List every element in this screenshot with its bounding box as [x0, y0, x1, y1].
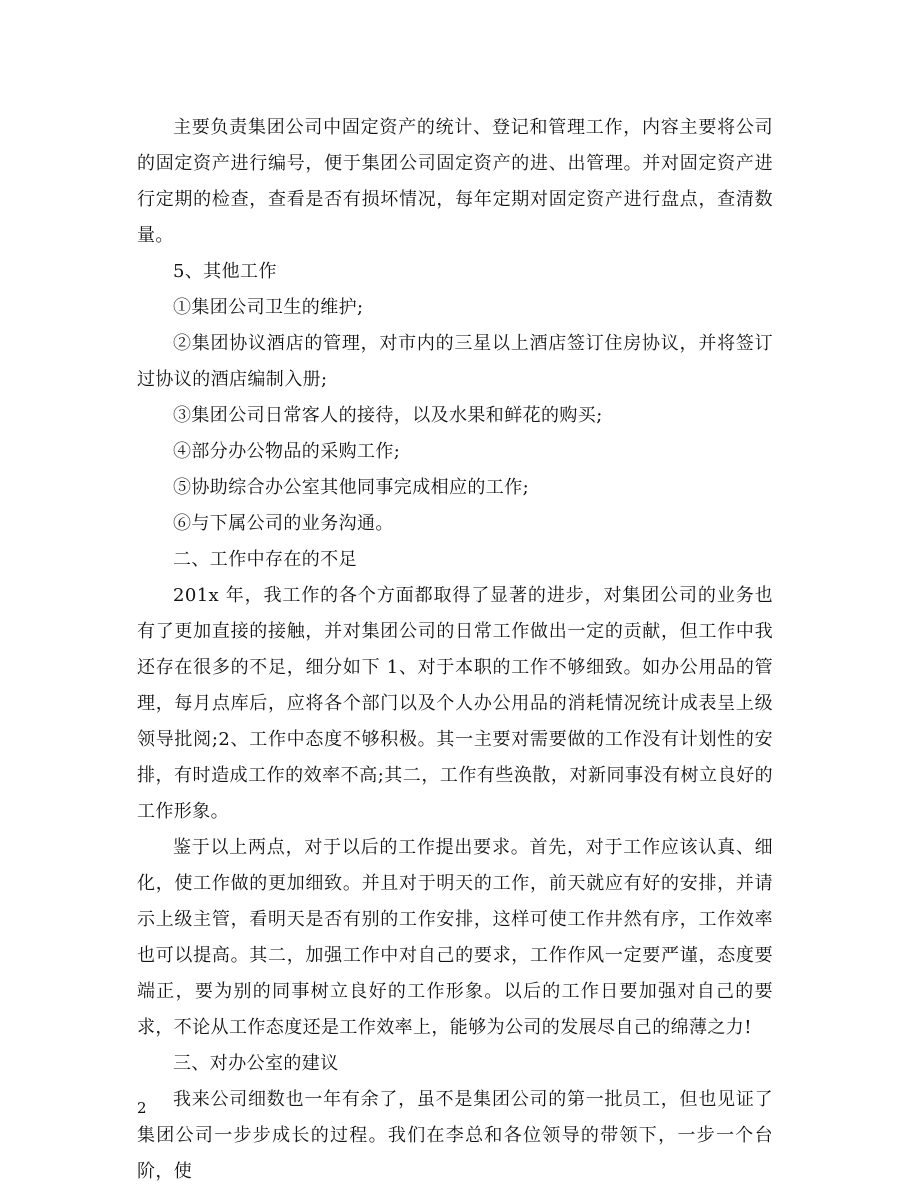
paragraph-fixed-assets: 主要负责集团公司中固定资产的统计、登记和管理工作，内容主要将公司的固定资产进行编号，便于集团公司固定资产的进、出管理。并对固定资产进行定期的检查，查看是否有损坏情况，每年定期对固定资产进行盘点，查清数量。	[137, 117, 773, 246]
document-body	[137, 110, 773, 1190]
list-item-4: ④部分办公物品的采购工作;	[173, 441, 401, 462]
list-item-3: ③集团公司日常客人的接待，以及水果和鲜花的购买;	[173, 405, 603, 426]
paragraph-suggestions: 我来公司细数也一年有余了，虽不是集团公司的第一批员工，但也见证了集团公司一步步成长的过程。我们在李总和各位领导的带领下，一步一个台阶，使	[137, 1089, 773, 1182]
page-number: 2	[137, 1099, 147, 1117]
list-item-6: ⑥与下属公司的业务沟通。	[173, 513, 394, 534]
heading-shortcomings: 二、工作中存在的不足	[173, 549, 357, 570]
paragraph-shortcomings: 201x 年，我工作的各个方面都取得了显著的进步，对集团公司的业务也有了更加直接的接触，并对集团公司的日常工作做出一定的贡献，但工作中我还存在很多的不足，细分如下 1、对于本职的工作不够细致。如办公用品的管理，每月点库后，应将各个部门以及个人办公用品的消耗情况统计成表呈上级领导批阅;2、工作中态度不够积极。其一主要对需要做的工作没有计划性的安排，有时造成工作的效率不高;其二，工作有些涣散，对新同事没有树立良好的工作形象。	[137, 585, 773, 822]
list-item-1: ①集团公司卫生的维护;	[173, 297, 364, 318]
list-item-2: ②集团协议酒店的管理，对市内的三星以上酒店签订住房协议，并将签订过协议的酒店编制入册;	[137, 333, 773, 390]
list-item-5: ⑤协助综合办公室其他同事完成相应的工作;	[173, 477, 530, 498]
heading-other-work: 5、其他工作	[173, 261, 277, 282]
heading-suggestions: 三、对办公室的建议	[173, 1053, 339, 1074]
paragraph-requirements: 鉴于以上两点，对于以后的工作提出要求。首先，对于工作应该认真、细化，使工作做的更加细致。并且对于明天的工作，前天就应有好的安排，并请示上级主管，看明天是否有别的工作安排，这样可使工作井然有序，工作效率也可以提高。其二，加强工作中对自己的要求，工作作风一定要严谨，态度要端正，要为别的同事树立良好的工作形象。以后的工作日要加强对自己的要求，不论从工作态度还是工作效率上，能够为公司的发展尽自己的绵薄之力!	[137, 837, 773, 1038]
